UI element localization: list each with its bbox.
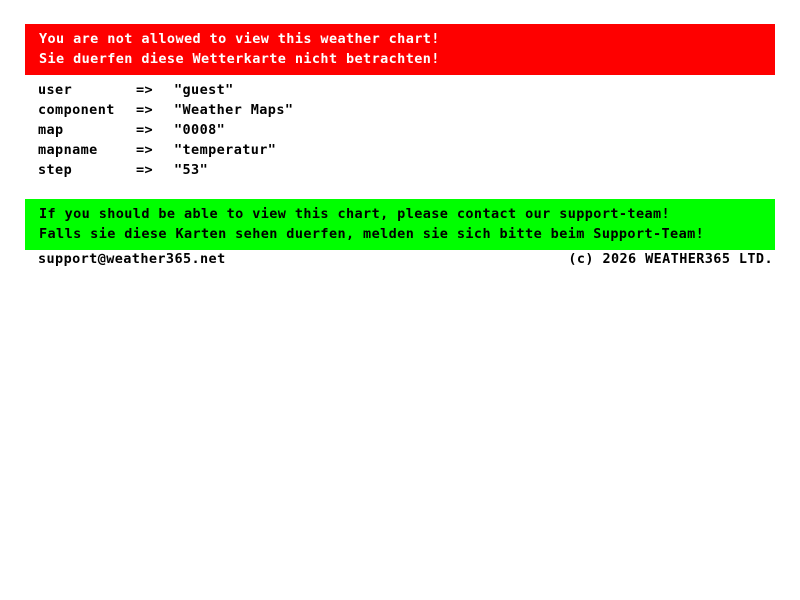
param-key: user [38, 82, 73, 98]
param-value: "Weather Maps" [174, 102, 294, 118]
error-banner-line-en: You are not allowed to view this weather chart! [39, 31, 440, 47]
param-arrow: => [136, 102, 154, 118]
table-row [38, 80, 293, 100]
param-key: mapname [38, 142, 98, 158]
param-value: "temperatur" [174, 142, 277, 158]
param-value: "53" [174, 162, 209, 178]
table-row [38, 160, 293, 180]
param-key: map [38, 122, 64, 138]
table-row [38, 100, 293, 120]
table-row [38, 120, 293, 140]
param-key: step [38, 162, 73, 178]
param-arrow: => [136, 162, 154, 178]
param-value: "guest" [174, 82, 234, 98]
copyright-text: (c) 2026 WEATHER365 LTD. [568, 251, 773, 267]
param-arrow: => [136, 142, 154, 158]
info-banner-line-de: Falls sie diese Karten sehen duerfen, melden sie sich bitte beim Support-Team! [39, 226, 705, 242]
error-banner [25, 24, 775, 75]
parameter-table [38, 80, 293, 180]
param-arrow: => [136, 122, 154, 138]
error-banner-line-de: Sie duerfen diese Wetterkarte nicht betrachten! [39, 51, 440, 67]
table-row [38, 140, 293, 160]
support-email-link[interactable]: support@weather365.net [38, 251, 226, 267]
footer [38, 251, 773, 267]
info-banner [25, 199, 775, 250]
param-value: "0008" [174, 122, 226, 138]
param-arrow: => [136, 82, 154, 98]
info-banner-line-en: If you should be able to view this chart, please contact our support-team! [39, 206, 671, 222]
param-key: component [38, 102, 115, 118]
